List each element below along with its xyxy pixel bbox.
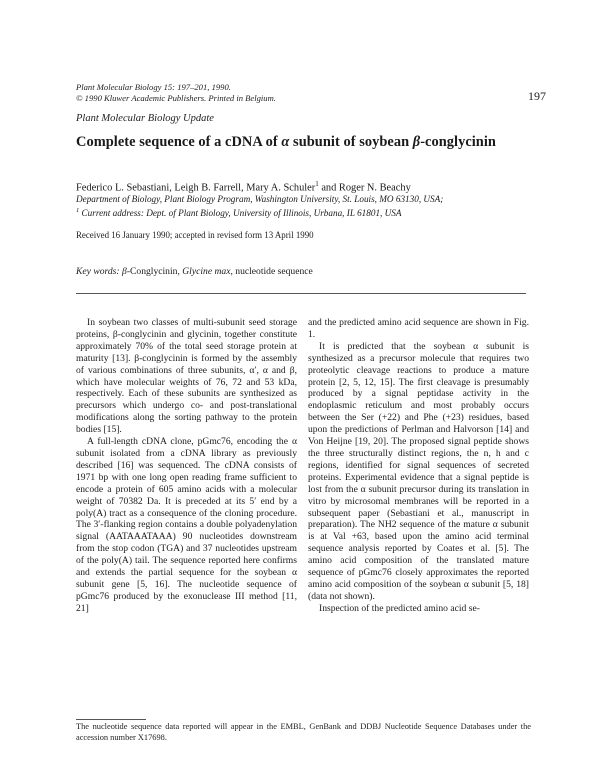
keywords (76, 266, 313, 277)
keywords-species: Glycine max (182, 266, 231, 277)
title-part-3: -conglycinin (420, 134, 496, 150)
affiliations (76, 194, 443, 219)
authors-text: Federico L. Sebastiani, Leigh B. Farrell, Mary A. Schuler (76, 182, 316, 194)
keywords-label: Key words: (76, 266, 120, 277)
title-part-2: subunit of soybean (289, 134, 413, 150)
body-column-right (308, 317, 529, 615)
authors-text-2: and Roger N. Beachy (318, 182, 411, 194)
author-list (76, 180, 411, 193)
body-paragraph: Inspection of the predicted amino acid se- (319, 602, 480, 614)
affiliation-text-2: Current address: Dept. of Plant Biology, University of Illinois, Urbana, IL 61801, USA (79, 208, 402, 219)
page-number: 197 (528, 89, 546, 103)
authors-sup: 1 (315, 180, 319, 188)
title-beta: β (412, 134, 421, 150)
title-part-1: Complete sequence of a cDNA of (76, 134, 282, 150)
received-dates: Received 16 January 1990; accepted in revised form 13 April 1990 (76, 230, 314, 240)
journal-line-2: © 1990 Kluwer Academic Publishers. Printed in Belgium. (76, 92, 276, 103)
body-paragraph: and the predicted amino acid sequence are shown in Fig. 1. (308, 317, 529, 340)
body-paragraph: It is predicted that the soybean α subunit is synthesized as a precursor molecule that requires two proteolytic cleavage reactions to produce a mature protein [2, 5, 12, 15]. The first cleavage is presumably produced by a signal peptidase activity in the endoplasmic reticulum and most probably occurs between the Ser (+22) and Phe (+23) residues, based upon the predictions of Perlman and Halvorson [14] and Von Heijne [19, 20]. The proposed signal peptide shows the three structurally distinct regions, the n, h and c regions, identified for signal sequences of secreted proteins. Experimental evidence that a signal peptide is lost from the α subunit precursor during its translation in vitro by microsomal membranes will be reported in a subsequent paper (Sebastiani et al., manuscript in preparation). The NH2 sequence of the mature α subunit is at Val +63, based upon the amino acid terminal sequence analysis reported by Coates et al. [5]. The amino acid composition of the translated mature sequence of pGmc76 closely approximates the reported amino acid composition of the soybean α subunit [5, 18] (data not shown). (308, 340, 529, 602)
keywords-beta: β (122, 266, 127, 277)
body-paragraph: In soybean two classes of multi-subunit seed storage proteins, β-conglycinin and glycinin, together constitute approximately 70% of the total seed storage protein at maturity [13]. β-conglycinin is formed by the assembly of various combinations of three subunits, α′, α and β, which have molecular weights of 76, 72 and 53 kDa, respectively. Each of these subunits are synthesized as precursors which undergo co- and post-translational modifications along the sorting pathway to the protein bodies [15]. (76, 317, 297, 436)
footnote-rule (76, 719, 146, 720)
affiliation-sup: 1 (76, 207, 80, 214)
body-paragraph: A full-length cDNA clone, pGmc76, encoding the α subunit isolated from a cDNA library as previously described [16] was sequenced. The cDNA consists of 1971 bp with one long open reading frame sufficient to encode a protein of 605 amino acids with a molecular weight of 70382 Da. It is preceded at its 5′ end by a poly(A) tract as a consequence of the cloning procedure. The 3′-flanking region contains a double polyadenylation signal (AATAAATAAA) 90 nucleotides downstream from the stop codon (TGA) and 37 nucleotides upstream of the poly(A) tail. The sequence reported here confirms and extends the partial sequence for the soybean α subunit gene [5, 16]. The nucleotide sequence of pGmc76 produced by the exonuclease III method [11, 21] (76, 436, 297, 614)
section-label: Plant Molecular Biology Update (76, 113, 214, 124)
header-rule (76, 293, 526, 294)
body-column-left (76, 317, 297, 615)
title-alpha: α (281, 134, 290, 150)
journal-line-1: Plant Molecular Biology 15: 197–201, 1990. (76, 82, 231, 92)
journal-citation (76, 82, 276, 103)
keywords-text-2: , nucleotide sequence (230, 266, 313, 277)
affiliation-line-2 (76, 205, 443, 219)
keywords-text-1: -Conglycinin, (126, 266, 183, 277)
affiliation-line-1: Department of Biology, Plant Biology Program, Washington University, St. Louis, MO 63130, USA; (76, 194, 444, 204)
paper-title (76, 134, 496, 151)
footnote: The nucleotide sequence data reported will appear in the EMBL, GenBank and DDBJ Nucleotide Sequence Databases under the accession number X17698. (76, 722, 531, 742)
